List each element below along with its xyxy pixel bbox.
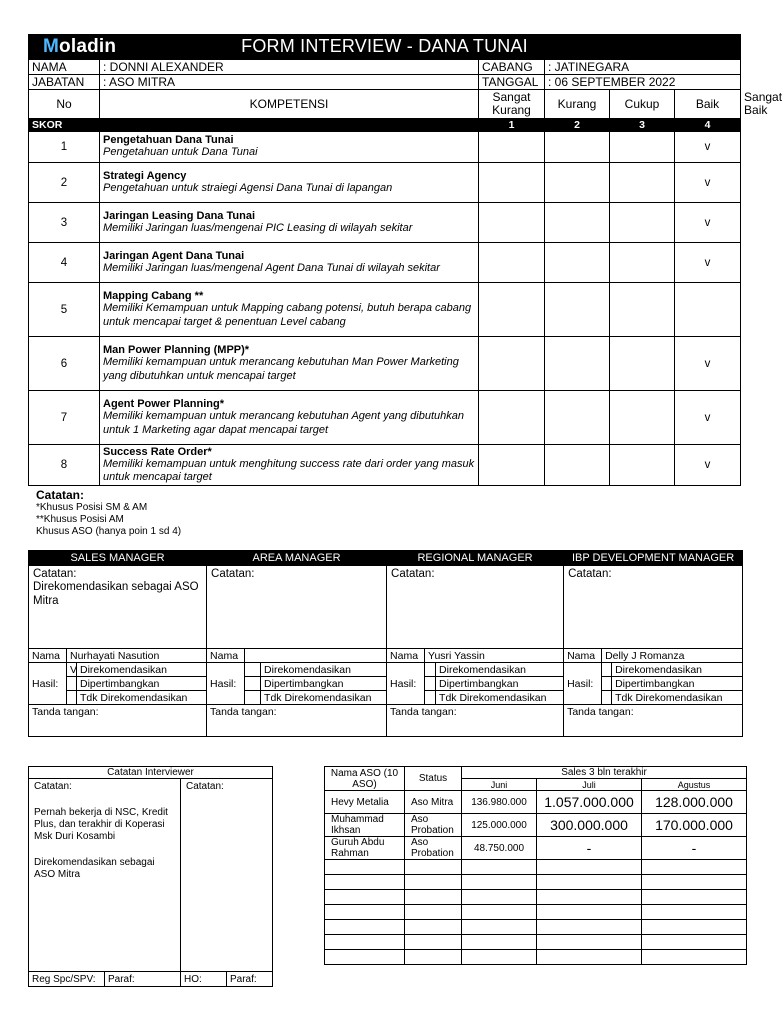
sales-juli: - [537, 837, 642, 860]
score-cell[interactable] [545, 337, 610, 391]
interviewer-notes-left [29, 779, 181, 972]
hasil-option: Dipertimbangkan [612, 677, 743, 691]
criteria-no: 2 [29, 163, 100, 203]
skor-3: 3 [610, 119, 675, 132]
manager-name[interactable]: Yusri Yassin [425, 649, 564, 663]
tanggal-label: TANGGAL [479, 75, 545, 90]
criteria-desc: Pengetahuan untuk Dana Tunai [103, 146, 258, 159]
criteria-text [100, 337, 479, 391]
empty-cell[interactable] [462, 890, 537, 905]
criteria-title: Man Power Planning (MPP)* [103, 344, 250, 356]
reg-spv-label: Reg Spc/SPV: [29, 972, 105, 987]
empty-cell[interactable] [642, 935, 747, 950]
aso-status: Aso Mitra [405, 791, 462, 814]
criteria-no: 4 [29, 243, 100, 283]
score-cell[interactable] [479, 445, 545, 486]
aso-sales-table [324, 766, 747, 965]
hasil-option: Dipertimbangkan [436, 677, 564, 691]
aso-empty-row [325, 890, 747, 905]
criteria-row [29, 391, 741, 445]
empty-cell[interactable] [325, 905, 405, 920]
empty-cell[interactable] [537, 860, 642, 875]
empty-cell[interactable] [537, 905, 642, 920]
manager-signature-row [29, 705, 743, 737]
criteria-no: 6 [29, 337, 100, 391]
interviewer-note-text: Pernah bekerja di NSC, Kredit Plus, dan terakhir di Koperasi Msk Duri Kosambi [34, 807, 168, 842]
hasil-label: Hasil: [387, 663, 425, 705]
sales-juni: 136.980.000 [462, 791, 537, 814]
notes-block [36, 488, 181, 538]
month-header: Agustus [642, 779, 747, 791]
manager-hasil-row [29, 677, 743, 691]
criteria-no: 7 [29, 391, 100, 445]
criteria-title: Strategi Agency [103, 169, 187, 182]
criteria-text [100, 283, 479, 337]
aso-status: Aso Probation [405, 837, 462, 860]
hasil-checkbox[interactable] [425, 691, 436, 705]
hasil-checkbox[interactable] [425, 663, 436, 677]
score-header-3: Cukup [610, 90, 675, 119]
jabatan-label: JABATAN [29, 75, 100, 90]
signature-field[interactable]: Tanda tangan: [564, 705, 743, 737]
criteria-row [29, 337, 741, 391]
interviewer-catatan-label: Catatan: [186, 781, 224, 792]
score-cell-baik[interactable]: v [675, 163, 741, 203]
criteria-title: Pengetahuan Dana Tunai [103, 134, 234, 147]
criteria-row [29, 283, 741, 337]
criteria-title: Agent Power Planning* [103, 398, 225, 410]
criteria-desc: Memiliki kemampuan untuk merancang kebutuhan Man Power Marketing yang dibutuhkan untuk mencapai target [103, 356, 459, 382]
empty-cell[interactable] [462, 950, 537, 965]
aso-name: Hevy Metalia [325, 791, 405, 814]
nama-value: : DONNI ALEXANDER [100, 60, 479, 75]
form-title: FORM INTERVIEW - DANA TUNAI [241, 36, 528, 56]
criteria-text [100, 445, 479, 486]
jabatan-value: : ASO MITRA [100, 75, 479, 90]
score-cell[interactable] [545, 163, 610, 203]
empty-cell[interactable] [325, 875, 405, 890]
score-cell-baik[interactable]: v [675, 203, 741, 243]
skor-4: 4 [675, 119, 741, 132]
aso-row [325, 791, 747, 814]
cabang-label: CABANG [479, 60, 545, 75]
empty-cell[interactable] [462, 935, 537, 950]
moladin-logo: Moladin [43, 36, 117, 57]
manager-title: REGIONAL MANAGER [387, 551, 564, 566]
hasil-checkbox[interactable]: V [67, 663, 77, 677]
hasil-label: Hasil: [29, 663, 67, 705]
nama-label: Nama [387, 649, 425, 663]
manager-header-row [29, 551, 743, 566]
interview-form-table: Moladin FORM INTERVIEW - DANA TUNAI NAMA : DONNI ALEXANDER CABANG : JATINEGARA JABATAN : ASO MITRA TANGGAL : 06 SEPTEMBER 2022 No KOMPETENSI Sangat Kurang Kurang Cukup Baik Sangat Baik SKOR 1 2 3 4 5 1 Pengetahuan Dana Tunai Pengetahuan untuk Dana Tunai v 2 Strategi Agency Pengetahuan untuk straiegi Agensi Dana Tunai di lapangan v 3 Jaringan Leasing Dana Tunai Memiliki Jaringan luas/mengenai PIC Leasing di wilayah sekitar v 4 Jaringan Agent Dana Tunai Memiliki Jaringan luas/mengenal Agent Dana Tunai di wilayah sekitar v 5 Mapping Cabang ** Memiliki Kemampuan untuk Mapping cabang potensi, butuh berapa cabang untuk mencapai target & penentuan Level cabang 6 Man Power Planning (MPP)* Memiliki kemampuan untuk merancang kebutuhan Man Power Marketing yang dibutuhkan untuk mencapai target v 7 Agent Power Planning* Memiliki kemampuan untuk merancang kebutuhan Agent yang dibutuhkan untuk 1 Marketing agar dapat mencapai target v 8 Success Rate Order* Memiliki kemampuan untuk menghitung success rate dari order yang masuk untuk mencapai target v [28, 34, 741, 486]
interviewer-recommendation: Direkomendasikan sebagai ASO Mitra [34, 857, 155, 880]
sales-agustus: 170.000.000 [642, 814, 747, 837]
aso-empty-row [325, 920, 747, 935]
manager-hasil-row [29, 663, 743, 677]
empty-cell[interactable] [537, 950, 642, 965]
empty-cell[interactable] [405, 920, 462, 935]
criteria-title: Jaringan Agent Dana Tunai [103, 249, 245, 262]
manager-title: SALES MANAGER [29, 551, 207, 566]
interviewer-catatan-label: Catatan: [34, 781, 72, 792]
nama-label: Nama [564, 649, 602, 663]
score-cell[interactable] [545, 391, 610, 445]
sales-agustus: - [642, 837, 747, 860]
empty-cell[interactable] [325, 890, 405, 905]
month-header: Juli [537, 779, 642, 791]
aso-row [325, 837, 747, 860]
sales-juni: 125.000.000 [462, 814, 537, 837]
note-line: Khusus ASO (hanya poin 1 sd 4) [36, 526, 182, 537]
empty-cell[interactable] [462, 905, 537, 920]
hasil-option: Direkomendasikan [77, 663, 207, 677]
criteria-no: 3 [29, 203, 100, 243]
hasil-option: Direkomendasikan [261, 663, 387, 677]
score-cell[interactable] [545, 243, 610, 283]
score-cell[interactable] [610, 243, 675, 283]
criteria-no: 1 [29, 132, 100, 163]
score-cell-baik[interactable]: v [675, 391, 741, 445]
score-cell[interactable] [610, 337, 675, 391]
score-cell[interactable] [545, 132, 610, 163]
empty-cell[interactable] [325, 935, 405, 950]
nama-label: NAMA [29, 60, 100, 75]
empty-cell[interactable] [405, 935, 462, 950]
score-cell-baik[interactable]: v [675, 243, 741, 283]
criteria-row [29, 163, 741, 203]
catatan-label: Catatan: [391, 568, 435, 580]
score-cell[interactable] [479, 243, 545, 283]
criteria-title: Success Rate Order* [103, 445, 212, 458]
score-cell[interactable] [479, 163, 545, 203]
aso-row [325, 814, 747, 837]
manager-title: IBP DEVELOPMENT MANAGER [564, 551, 743, 566]
score-cell[interactable] [610, 203, 675, 243]
empty-cell[interactable] [462, 860, 537, 875]
empty-cell[interactable] [537, 890, 642, 905]
hasil-option: Tdk Direkomendasikan [612, 691, 743, 705]
hasil-checkbox[interactable] [602, 677, 612, 691]
manager-name-row [29, 649, 743, 663]
criteria-title: Jaringan Leasing Dana Tunai [103, 209, 255, 222]
hasil-option: Dipertimbangkan [77, 677, 207, 691]
aso-empty-row [325, 875, 747, 890]
sales-agustus: 128.000.000 [642, 791, 747, 814]
score-cell[interactable] [610, 132, 675, 163]
empty-cell[interactable] [405, 890, 462, 905]
hasil-checkbox[interactable] [245, 691, 261, 705]
aso-status: Aso Probation [405, 814, 462, 837]
nama-label: Nama [29, 649, 67, 663]
empty-cell[interactable] [462, 920, 537, 935]
hasil-label: Hasil: [207, 663, 245, 705]
score-cell[interactable] [610, 445, 675, 486]
criteria-desc: Memiliki kemampuan untuk merancang kebutuhan Agent yang dibutuhkan untuk 1 Marketing agar dapat mencapai target [103, 410, 464, 436]
aso-empty-row [325, 950, 747, 965]
note-line: **Khusus Posisi AM [36, 514, 124, 525]
score-cell[interactable] [545, 283, 610, 337]
score-cell[interactable] [545, 203, 610, 243]
interviewer-notes-right [181, 779, 273, 972]
manager-catatan[interactable] [387, 566, 564, 649]
empty-cell[interactable] [537, 935, 642, 950]
skor-1: 1 [479, 119, 545, 132]
empty-cell[interactable] [537, 920, 642, 935]
empty-cell[interactable] [325, 920, 405, 935]
sales-juli: 1.057.000.000 [537, 791, 642, 814]
criteria-no: 8 [29, 445, 100, 486]
interviewer-notes-table [28, 766, 273, 987]
empty-cell[interactable] [325, 860, 405, 875]
criteria-text [100, 163, 479, 203]
manager-name[interactable] [245, 649, 387, 663]
criteria-desc: Memiliki Jaringan luas/mengenai PIC Leasing di wilayah sekitar [103, 221, 413, 234]
catatan-label: Catatan: [568, 568, 612, 580]
hasil-checkbox[interactable] [602, 663, 612, 677]
skor-label: SKOR [29, 119, 479, 132]
empty-cell[interactable] [405, 860, 462, 875]
aso-name: Muhammad Ikhsan [325, 814, 405, 837]
criteria-row [29, 132, 741, 163]
score-cell[interactable] [479, 391, 545, 445]
hasil-checkbox[interactable] [425, 677, 436, 691]
hasil-label: Hasil: [564, 663, 602, 705]
hasil-option: Tdk Direkomendasikan [436, 691, 564, 705]
manager-hasil-row [29, 691, 743, 705]
kompetensi-header: KOMPETENSI [100, 90, 479, 119]
aso-name-header: Nama ASO (10 ASO) [325, 767, 405, 791]
cabang-value: : JATINEGARA [545, 60, 741, 75]
sales-header: Sales 3 bln terakhir [462, 767, 747, 779]
empty-cell[interactable] [405, 875, 462, 890]
score-cell[interactable] [610, 283, 675, 337]
hasil-checkbox[interactable] [67, 677, 77, 691]
manager-catatan-row [29, 566, 743, 649]
score-cell[interactable] [479, 337, 545, 391]
aso-empty-row [325, 860, 747, 875]
empty-cell[interactable] [642, 905, 747, 920]
criteria-row [29, 243, 741, 283]
score-cell-baik[interactable]: v [675, 445, 741, 486]
criteria-desc: Memiliki kemampuan untuk menghitung success rate dari order yang masuk untuk mencapai target [103, 457, 475, 483]
hasil-option: Tdk Direkomendasikan [77, 691, 207, 705]
manager-approval-table [28, 550, 743, 737]
manager-catatan[interactable] [207, 566, 387, 649]
criteria-desc: Memiliki Kemampuan untuk Mapping cabang potensi, butuh berapa cabang untuk mencapai target & penentuan Level cabang [103, 302, 472, 328]
hasil-checkbox[interactable] [602, 691, 612, 705]
manager-title: AREA MANAGER [207, 551, 387, 566]
catatan-value: Direkomendasikan sebagai ASO Mitra [33, 581, 199, 607]
signature-field[interactable]: Tanda tangan: [207, 705, 387, 737]
hasil-checkbox[interactable] [67, 691, 77, 705]
empty-cell[interactable] [537, 875, 642, 890]
empty-cell[interactable] [462, 875, 537, 890]
criteria-no: 5 [29, 283, 100, 337]
empty-cell[interactable] [642, 920, 747, 935]
empty-cell[interactable] [405, 905, 462, 920]
hasil-option: Dipertimbangkan [261, 677, 387, 691]
aso-empty-row [325, 905, 747, 920]
score-cell-baik[interactable]: v [675, 132, 741, 163]
manager-catatan[interactable] [564, 566, 743, 649]
hasil-checkbox[interactable] [245, 663, 261, 677]
aso-empty-row [325, 935, 747, 950]
notes-label: Catatan: [36, 488, 85, 502]
manager-name[interactable]: Nurhayati Nasution [67, 649, 207, 663]
interviewer-title: Catatan Interviewer [29, 767, 273, 779]
criteria-title: Mapping Cabang ** [103, 290, 204, 302]
criteria-text [100, 132, 479, 163]
score-cell[interactable] [545, 445, 610, 486]
score-header-2: Kurang [545, 90, 610, 119]
signature-field[interactable]: Tanda tangan: [387, 705, 564, 737]
catatan-label: Catatan: [211, 568, 255, 580]
hasil-option: Direkomendasikan [612, 663, 743, 677]
catatan-label: Catatan: [33, 568, 77, 580]
aso-name: Guruh Abdu Rahman [325, 837, 405, 860]
score-cell-baik[interactable] [675, 283, 741, 337]
score-cell[interactable] [610, 391, 675, 445]
sales-juni: 48.750.000 [462, 837, 537, 860]
ho-label: HO: [181, 972, 227, 987]
score-header-1: Sangat Kurang [479, 90, 545, 119]
manager-name[interactable]: Delly J Romanza [602, 649, 743, 663]
nama-label: Nama [207, 649, 245, 663]
sales-juli: 300.000.000 [537, 814, 642, 837]
tanggal-value: : 06 SEPTEMBER 2022 [545, 75, 741, 90]
note-line: *Khusus Posisi SM & AM [36, 502, 148, 513]
hasil-option: Direkomendasikan [436, 663, 564, 677]
empty-cell[interactable] [642, 890, 747, 905]
month-header: Juni [462, 779, 537, 791]
score-header-4: Baik [675, 90, 741, 119]
score-cell[interactable] [610, 163, 675, 203]
empty-cell[interactable] [405, 950, 462, 965]
criteria-row [29, 203, 741, 243]
criteria-text [100, 203, 479, 243]
paraf-label: Paraf: [105, 972, 181, 987]
score-cell[interactable] [479, 283, 545, 337]
criteria-row [29, 445, 741, 486]
criteria-desc: Memiliki Jaringan luas/mengenal Agent Dana Tunai di wilayah sekitar [103, 261, 440, 274]
paraf-label: Paraf: [227, 972, 273, 987]
score-cell-baik[interactable]: v [675, 337, 741, 391]
empty-cell[interactable] [642, 950, 747, 965]
signature-field[interactable]: Tanda tangan: [29, 705, 207, 737]
criteria-text [100, 243, 479, 283]
aso-status-header: Status [405, 767, 462, 791]
skor-2: 2 [545, 119, 610, 132]
criteria-text [100, 391, 479, 445]
empty-cell[interactable] [642, 860, 747, 875]
hasil-checkbox[interactable] [245, 677, 261, 691]
empty-cell[interactable] [642, 875, 747, 890]
manager-catatan[interactable] [29, 566, 207, 649]
score-cell[interactable] [479, 203, 545, 243]
no-header: No [29, 90, 100, 119]
score-cell[interactable] [479, 132, 545, 163]
hasil-option: Tdk Direkomendasikan [261, 691, 387, 705]
criteria-desc: Pengetahuan untuk straiegi Agensi Dana Tunai di lapangan [103, 181, 393, 194]
empty-cell[interactable] [325, 950, 405, 965]
